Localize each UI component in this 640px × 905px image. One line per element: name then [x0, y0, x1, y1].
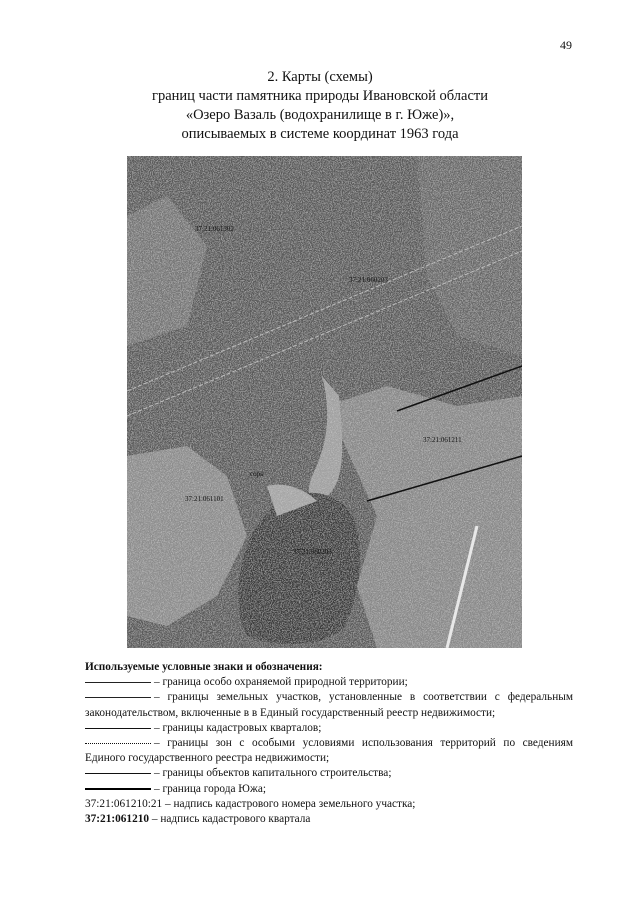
title-line-1: 2. Карты (схемы) [267, 69, 373, 85]
legend-item-text: – границы зон с особыми условиями использования территорий по сведениям Единого государственного реестра недвижимости; [85, 737, 573, 765]
title-line-3: «Озеро Вазаль (водохранилище в г. Юже)», [185, 107, 455, 123]
legend-parcel-text: – надпись кадастрового номера земельного участка; [165, 797, 416, 810]
legend-line-symbol [85, 728, 151, 729]
document-title [0, 68, 640, 144]
legend-title: Используемые условные знаки и обозначения: [85, 661, 323, 673]
legend-item-text: – границы земельных участков, установленные в соответствии с федеральным законодательством, включенные в в Единый государственный реестр недвижимости; [85, 691, 573, 719]
legend-item-land-parcels [85, 690, 573, 720]
legend-parcel-code: 37:21:061210:21 [85, 797, 163, 810]
map-label-quarter-west: 37:21:061101 [185, 495, 224, 503]
map-label-quarter-nw: 37:21:061302 [195, 225, 234, 233]
map-image [127, 156, 522, 648]
legend-item-city-boundary [85, 782, 573, 797]
legend-line-symbol [85, 773, 151, 774]
legend-line-symbol [85, 697, 151, 698]
legend-quarter-text: – надпись кадастрового квартала [151, 813, 311, 826]
satellite-map [127, 156, 522, 648]
legend-item-text: – границы кадастровых кварталов; [154, 721, 322, 734]
legend-item-quarter-label [85, 812, 573, 827]
legend-quarter-code: 37:21:061210 [85, 813, 150, 826]
legend-item-text: – границы объектов капитального строительства; [154, 767, 392, 780]
map-label-quarter-east: 37:21:061211 [423, 436, 462, 444]
legend [85, 660, 573, 827]
legend-line-symbol [85, 743, 151, 744]
map-label-quarter-lake: 37:21:060203 [293, 548, 332, 556]
title-line-4: описываемых в системе координат 1963 года [181, 126, 459, 142]
legend-item-special-zones [85, 736, 573, 766]
legend-item-text: – граница особо охраняемой природной территории; [154, 676, 408, 689]
legend-item-text: – граница города Южа; [154, 782, 267, 795]
title-line-2: границ части памятника природы Ивановской области [152, 88, 488, 104]
page-number: 49 [560, 38, 572, 52]
map-label-small-mark: сорь [250, 470, 264, 478]
legend-item-parcel-label [85, 797, 573, 812]
map-label-quarter-center: 37:21:060203 [349, 276, 388, 284]
legend-line-symbol [85, 788, 151, 790]
legend-item-cadastral-quarters [85, 721, 573, 736]
legend-item-oopt-boundary [85, 675, 573, 690]
legend-line-symbol [85, 682, 151, 683]
legend-item-buildings [85, 766, 573, 781]
